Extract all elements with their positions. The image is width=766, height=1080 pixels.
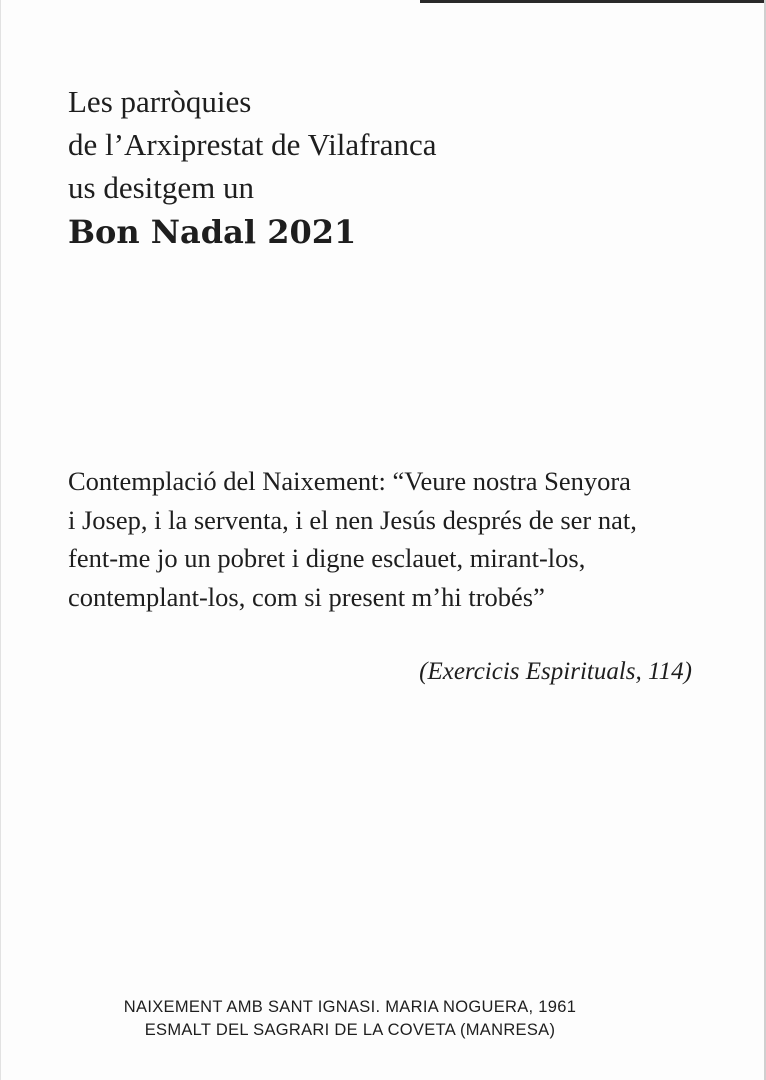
caption-line: ESMALT DEL SAGRARI DE LA COVETA (MANRESA) xyxy=(144,1021,556,1039)
quote-line: Contemplació del Naixement: “Veure nostra Senyora xyxy=(68,466,631,496)
scan-edge-top xyxy=(420,0,766,3)
greeting-title: Bon Nadal 2021 xyxy=(68,213,357,251)
quote-line: contemplant-los, com si present m’hi trobés” xyxy=(68,581,545,612)
quote-line: fent-me jo un pobret i digne esclauet, mirant-los, xyxy=(68,543,586,573)
scan-edge-left xyxy=(0,0,1,1080)
quote-line: i Josep, i la serventa, i el nen Jesús després de ser nat, xyxy=(68,504,637,535)
greeting-block xyxy=(68,80,688,254)
quote-citation: (Exercicis Espirituals, 114) xyxy=(419,658,692,685)
image-caption xyxy=(0,996,700,1042)
quote-block xyxy=(68,462,708,616)
greeting-line: us desitgem un xyxy=(68,170,254,205)
caption-line: NAIXEMENT AMB SANT IGNASI. MARIA NOGUERA, 1961 xyxy=(123,998,577,1016)
greeting-line: Les parròquies xyxy=(68,84,252,119)
greeting-line: de l’Arxiprestat de Vilafranca xyxy=(68,127,437,162)
